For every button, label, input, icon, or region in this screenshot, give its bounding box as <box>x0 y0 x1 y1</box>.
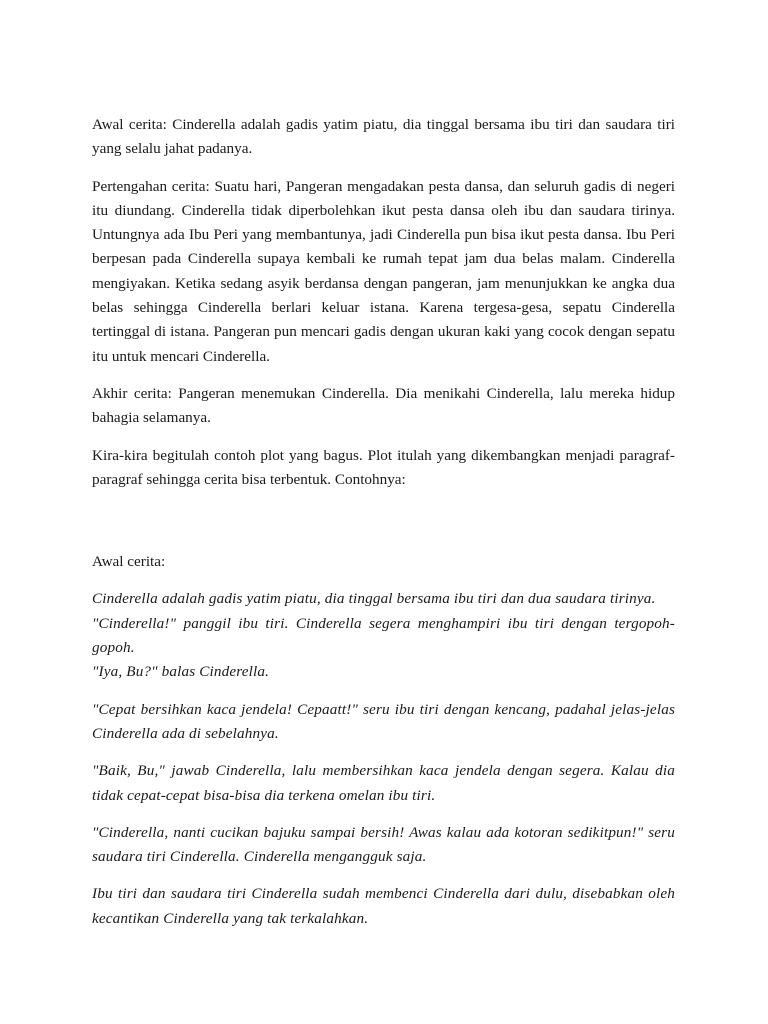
plot-paragraph-summary: Kira-kira begitulah contoh plot yang bagus. Plot itulah yang dikembangkan menjadi paragraf-paragraf sehingga cerita bisa terbentuk. Contohnya: <box>92 446 675 488</box>
example-line-intro: Cinderella adalah gadis yatim piatu, dia tinggal bersama ibu tiri dan dua saudara tirinya. <box>92 590 656 608</box>
plot-paragraph-middle: Pertengahan cerita: Suatu hari, Pangeran mengadakan pesta dansa, dan seluruh gadis di negeri itu diundang. Cinderella tidak diperbolehkan ikut pesta dansa oleh ibu dan saudara tirinya. Untungnya ada Ibu Peri yang membantunya, jadi Cinderella pun bisa ikut pesta dansa. Ibu Peri berpesan pada Cinderella supaya kembali ke rumah tepat jam dua belas malam. Cinderella mengiyakan. Ketika sedang asyik berdansa dengan pangeran, jam menunjukkan ke angka dua belas sehingga Cinderella berlari keluar istana. Karena tergesa-gesa, sepatu Cinderella tertinggal di istana. Pangeran pun mencari gadis dengan ukuran kaki yang cocok dengan sepatu itu untuk mencari Cinderella. <box>92 177 675 365</box>
example-paragraph-answer: "Baik, Bu," jawab Cinderella, lalu membersihkan kaca jendela dengan segera. Kalau dia tidak cepat-cepat bisa-bisa dia terkena omelan ibu tiri. <box>92 762 675 804</box>
plot-paragraph-ending: Akhir cerita: Pangeran menemukan Cinderella. Dia menikahi Cinderella, lalu mereka hidup bahagia selamanya. <box>92 384 675 427</box>
example-line-call: "Cinderella!" panggil ibu tiri. Cinderella segera menghampiri ibu tiri dengan tergopoh-gopoh. <box>92 614 675 657</box>
plot-paragraph-beginning: Awal cerita: Cinderella adalah gadis yatim piatu, dia tinggal bersama ibu tiri dan saudara tiri yang selalu jahat padanya. <box>92 116 675 158</box>
example-heading: Awal cerita: <box>92 553 166 571</box>
document-page <box>92 113 675 931</box>
example-paragraph-window: "Cepat bersihkan kaca jendela! Cepaatt!" seru ibu tiri dengan kencang, padahal jelas-jelas Cinderella ada di sebelahnya. <box>92 700 675 742</box>
example-line-reply: "Iya, Bu?" balas Cinderella. <box>92 663 270 681</box>
example-paragraph-hatred: Ibu tiri dan saudara tiri Cinderella sudah membenci Cinderella dari dulu, disebabkan oleh kecantikan Cinderella yang tak terkalahkan. <box>92 885 675 927</box>
example-opening-block <box>92 587 675 684</box>
example-paragraph-laundry: "Cinderella, nanti cucikan bajuku sampai bersih! Awas kalau ada kotoran sedikitpun!" seru saudara tiri Cinderella. Cinderella mengangguk saja. <box>92 823 675 866</box>
